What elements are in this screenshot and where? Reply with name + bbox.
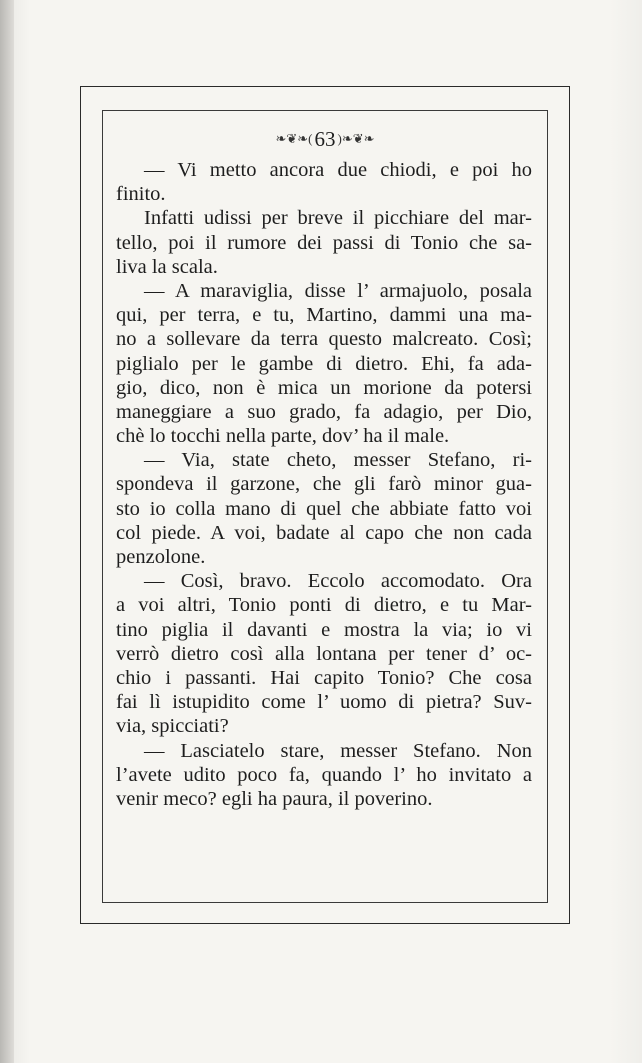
text-line: — Vi metto ancora due chiodi, e poi ho bbox=[144, 159, 532, 181]
text-line: l’avete udito poco fa, quando l’ ho invitato a bbox=[116, 763, 532, 786]
text-line: fai lì istupidito come l’ uomo di pietra? Suv- bbox=[116, 691, 532, 714]
text-line: via, spicciati? bbox=[116, 715, 229, 738]
text-line: venir meco? egli ha paura, il poverino. bbox=[116, 787, 433, 810]
text-line: a voi altri, Tonio ponti di dietro, e tu Mar- bbox=[116, 594, 532, 617]
page-header bbox=[102, 124, 548, 154]
text-line: — Via, state cheto, messer Stefano, ri- bbox=[144, 449, 532, 472]
text-line: tello, poi il rumore dei passi di Tonio che sa- bbox=[116, 231, 532, 254]
text-line: finito. bbox=[116, 183, 166, 206]
page-number: 63 bbox=[314, 126, 336, 151]
text-line: chè lo tocchi nella parte, dov’ ha il male. bbox=[116, 425, 450, 448]
text-line: qui, per terra, e tu, Martino, dammi una ma- bbox=[116, 304, 532, 327]
text-line: no a sollevare da terra questo malcreato. Così; bbox=[116, 328, 532, 351]
text-line: gio, dico, non è mica un morione da potersi bbox=[116, 376, 532, 399]
text-line: chio i passanti. Hai capito Tonio? Che cosa bbox=[116, 666, 532, 689]
text-line: verrò dietro così alla lontana per tener d’ oc- bbox=[116, 642, 532, 665]
text-line: sto io colla mano di quel che abbiate fatto voi bbox=[116, 497, 532, 520]
text-line: — A maraviglia, disse l’ armajuolo, posala bbox=[144, 279, 532, 302]
left-ornament: ❧❦❧( bbox=[275, 131, 313, 146]
page-body-text bbox=[116, 158, 532, 811]
text-line: — Lasciatelo stare, messer Stefano. Non bbox=[144, 739, 532, 762]
text-line: Infatti udissi per breve il picchiare del mar- bbox=[144, 207, 532, 230]
text-line: liva la scala. bbox=[116, 255, 218, 278]
text-line: — Così, bravo. Eccolo accomodato. Ora bbox=[144, 570, 532, 593]
text-line: tino piglia il davanti e mostra la via; io vi bbox=[116, 618, 532, 641]
text-line: col piede. A voi, badate al capo che non cada bbox=[116, 521, 532, 544]
book-spine-shadow bbox=[0, 0, 14, 1063]
text-line: penzolone. bbox=[116, 546, 206, 568]
text-line: maneggiare a suo grado, fa adagio, per Dio, bbox=[116, 400, 532, 423]
text-line: piglialo per le gambe di dietro. Ehi, fa ada- bbox=[116, 352, 532, 375]
text-line: spondeva il garzone, che gli farò minor gua- bbox=[116, 473, 532, 496]
right-ornament: )❧❦❧ bbox=[337, 131, 375, 146]
